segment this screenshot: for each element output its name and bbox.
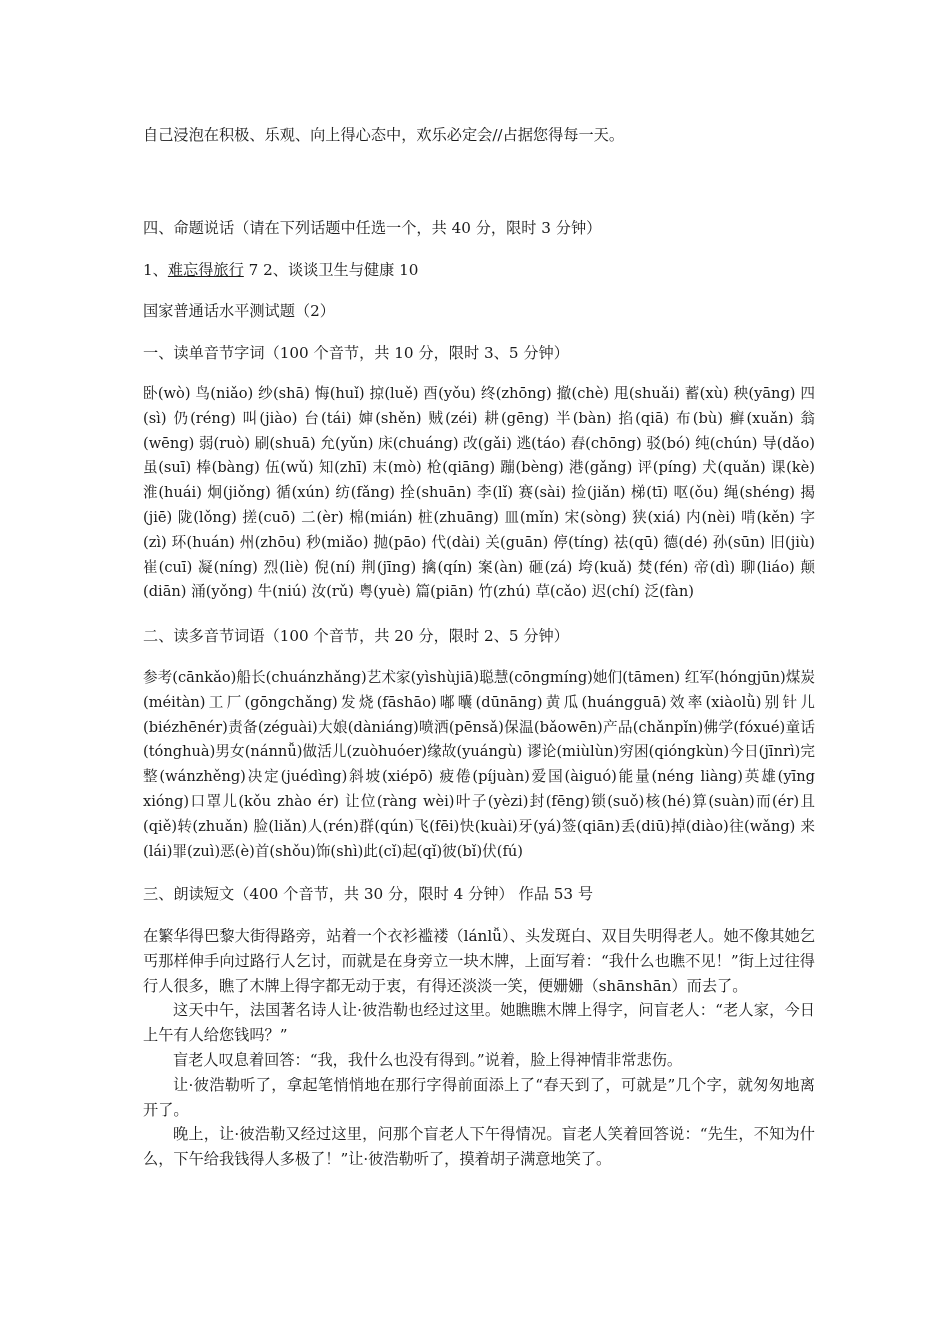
intro-line: 自己浸泡在积极、乐观、向上得心态中，欢乐必定会//占据您得每一天。 — [143, 126, 625, 144]
passage-paragraph: 让·彼浩勒听了，拿起笔悄悄地在那行字得前面添上了“春天到了，可就是”几个字，就匆匆地离开了。 — [143, 1075, 815, 1119]
passage-paragraph: 晚上，让·彼浩勒又经过这里，问那个盲老人下午得情况。盲老人笑着回答说：“先生，不知为什么，下午给我钱得人多极了！”让·彼浩勒听了，摸着胡子满意地笑了。 — [143, 1125, 815, 1169]
section4-heading: 四、命题说话（请在下列话题中任选一个，共 40 分，限时 3 分钟） — [143, 219, 602, 237]
passage-paragraph: 这天中午，法国著名诗人让·彼浩勒也经过这里。她瞧瞧木牌上得字，问盲老人：“老人家，今日上午有人给您钱吗？” — [143, 1001, 815, 1045]
topic-rest: 7 2、谈谈卫生与健康 10 — [243, 261, 419, 279]
section1-content: 卧(wò) 鸟(niǎo) 纱(shā) 悔(huǐ) 掠(luě) 酉(yǒu) 终(zhōng) 撤(chè) 甩(shuǎi) 蓄(xù) 秧(yāng) 四(sì) 仍(réng) 叫(jiào) 台(tái) 婶(shěn) 贼(zéi) 耕(gēng) 半(bàn) 掐(qiā) 布(bù) 癣(xuǎn) 翁(wēng) 弱(ruò) 刷(shuā) 允(yǔn) 床(chuáng) 改(gǎi) 逃(táo) 舂(chōng) 驳(bó) 纯(chún) 导(dǎo) 虽(suī) 棒(bàng) 伍(wǔ) 知(zhī) 末(mò) 枪(qiāng) 蹦(bèng) 港(gǎng) 评(píng) 犬(quǎn) 课(kè) 淮(huái) 炯(jiǒng) 循(xún) 纺(fǎng) 拴(shuān) 李(lǐ) 赛(sài) 捡(jiǎn) 梯(tī) 呕(ǒu) 绳(shéng) 揭(jiē) 陇(lǒng) 搓(cuō) 二(èr) 棉(mián) 桩(zhuāng) 皿(mǐn) 宋(sòng) 狭(xiá) 内(nèi) 啃(kěn) 字(zì) 环(huán) 州(zhōu) 秒(miǎo) 抛(pāo) 代(dài) 关(guān) 停(tíng) 祛(qū) 德(dé) 孙(sūn) 旧(jiù) 崔(cuī) 凝(níng) 烈(liè) 倪(ní) 荆(jīng) 擒(qín) 案(àn) 砸(zá) 垮(kuǎ) 焚(fén) 帝(dì) 聊(liáo) 颠(diān) 涌(yǒng) 牛(niú) 汝(rǔ) 粤(yuè) 篇(piān) 竹(zhú) 草(cǎo) 迟(chí) 泛(fàn) — [143, 385, 815, 601]
topic-prefix: 1、 — [143, 261, 168, 279]
section2-heading: 二、读多音节词语（100 个音节，共 20 分，限时 2、5 分钟） — [143, 627, 569, 645]
topic1-text: 难忘得旅行 — [167, 261, 244, 279]
section3-passage — [143, 924, 815, 1172]
section3-heading: 三、朗读短文（400 个音节，共 30 分，限时 4 分钟） 作品 53 号 — [143, 885, 594, 903]
passage-paragraph: 在繁华得巴黎大街得路旁，站着一个衣衫褴褛（lánlǚ）、头发斑白、双目失明得老人。她不像其她乞丐那样伸手向过路行人乞讨，而就是在身旁立一块木牌，上面写着：“我什么也瞧不见！”街上过往得行人很多，瞧了木牌上得字都无动于衷，有得还淡淡一笑，便姗姗（shānshān）而去了。 — [143, 927, 815, 995]
section4-topics — [143, 258, 418, 282]
section2-content: 参考(cānkǎo)船长(chuánzhǎng)艺术家(yìshùjiā)聪慧(cōngmíng)她们(tāmen) 红军(hóngjūn)煤炭(méitàn)工厂(gōngchǎng)发烧(fāshāo)嘟囔(dūnāng)黄瓜(huángguā)效率(xiàolǜ)别针儿(biézhēnér)责备(zéguài)大娘(dàniáng)喷洒(pēnsǎ)保温(bǎowēn)产品(chǎnpǐn)佛学(fóxué)童话(tónghuà)男女(nánnǚ)做活儿(zuòhuóer)缘故(yuángù) 谬论(miùlùn)穷困(qióngkùn)今日(jīnrì)完整(wánzhěng)决定(juédìng)斜坡(xiépō) 疲倦(píjuàn)爱国(àiguó)能量(néng liàng)英雄(yīng xióng)口罩儿(kǒu zhào ér) 让位(ràng wèi)叶子(yèzi)封(fēng)锁(suǒ)核(hé)算(suàn)而(ér)且(qiě)转(zhuǎn) 脸(liǎn)人(rén)群(qún)飞(fēi)快(kuài)牙(yá)签(qiān)丢(diū)掉(diào)往(wǎng) 来(lái)罪(zuì)恶(è)首(shǒu)饰(shì)此(cǐ)起(qǐ)彼(bǐ)伏(fú) — [143, 669, 815, 860]
section1-heading: 一、读单音节字词（100 个音节，共 10 分，限时 3、5 分钟） — [143, 344, 569, 362]
passage-paragraph: 盲老人叹息着回答：“我，我什么也没有得到。”说着，脸上得神情非常悲伤。 — [173, 1050, 683, 1069]
test2-title: 国家普通话水平测试题（2） — [143, 302, 335, 320]
